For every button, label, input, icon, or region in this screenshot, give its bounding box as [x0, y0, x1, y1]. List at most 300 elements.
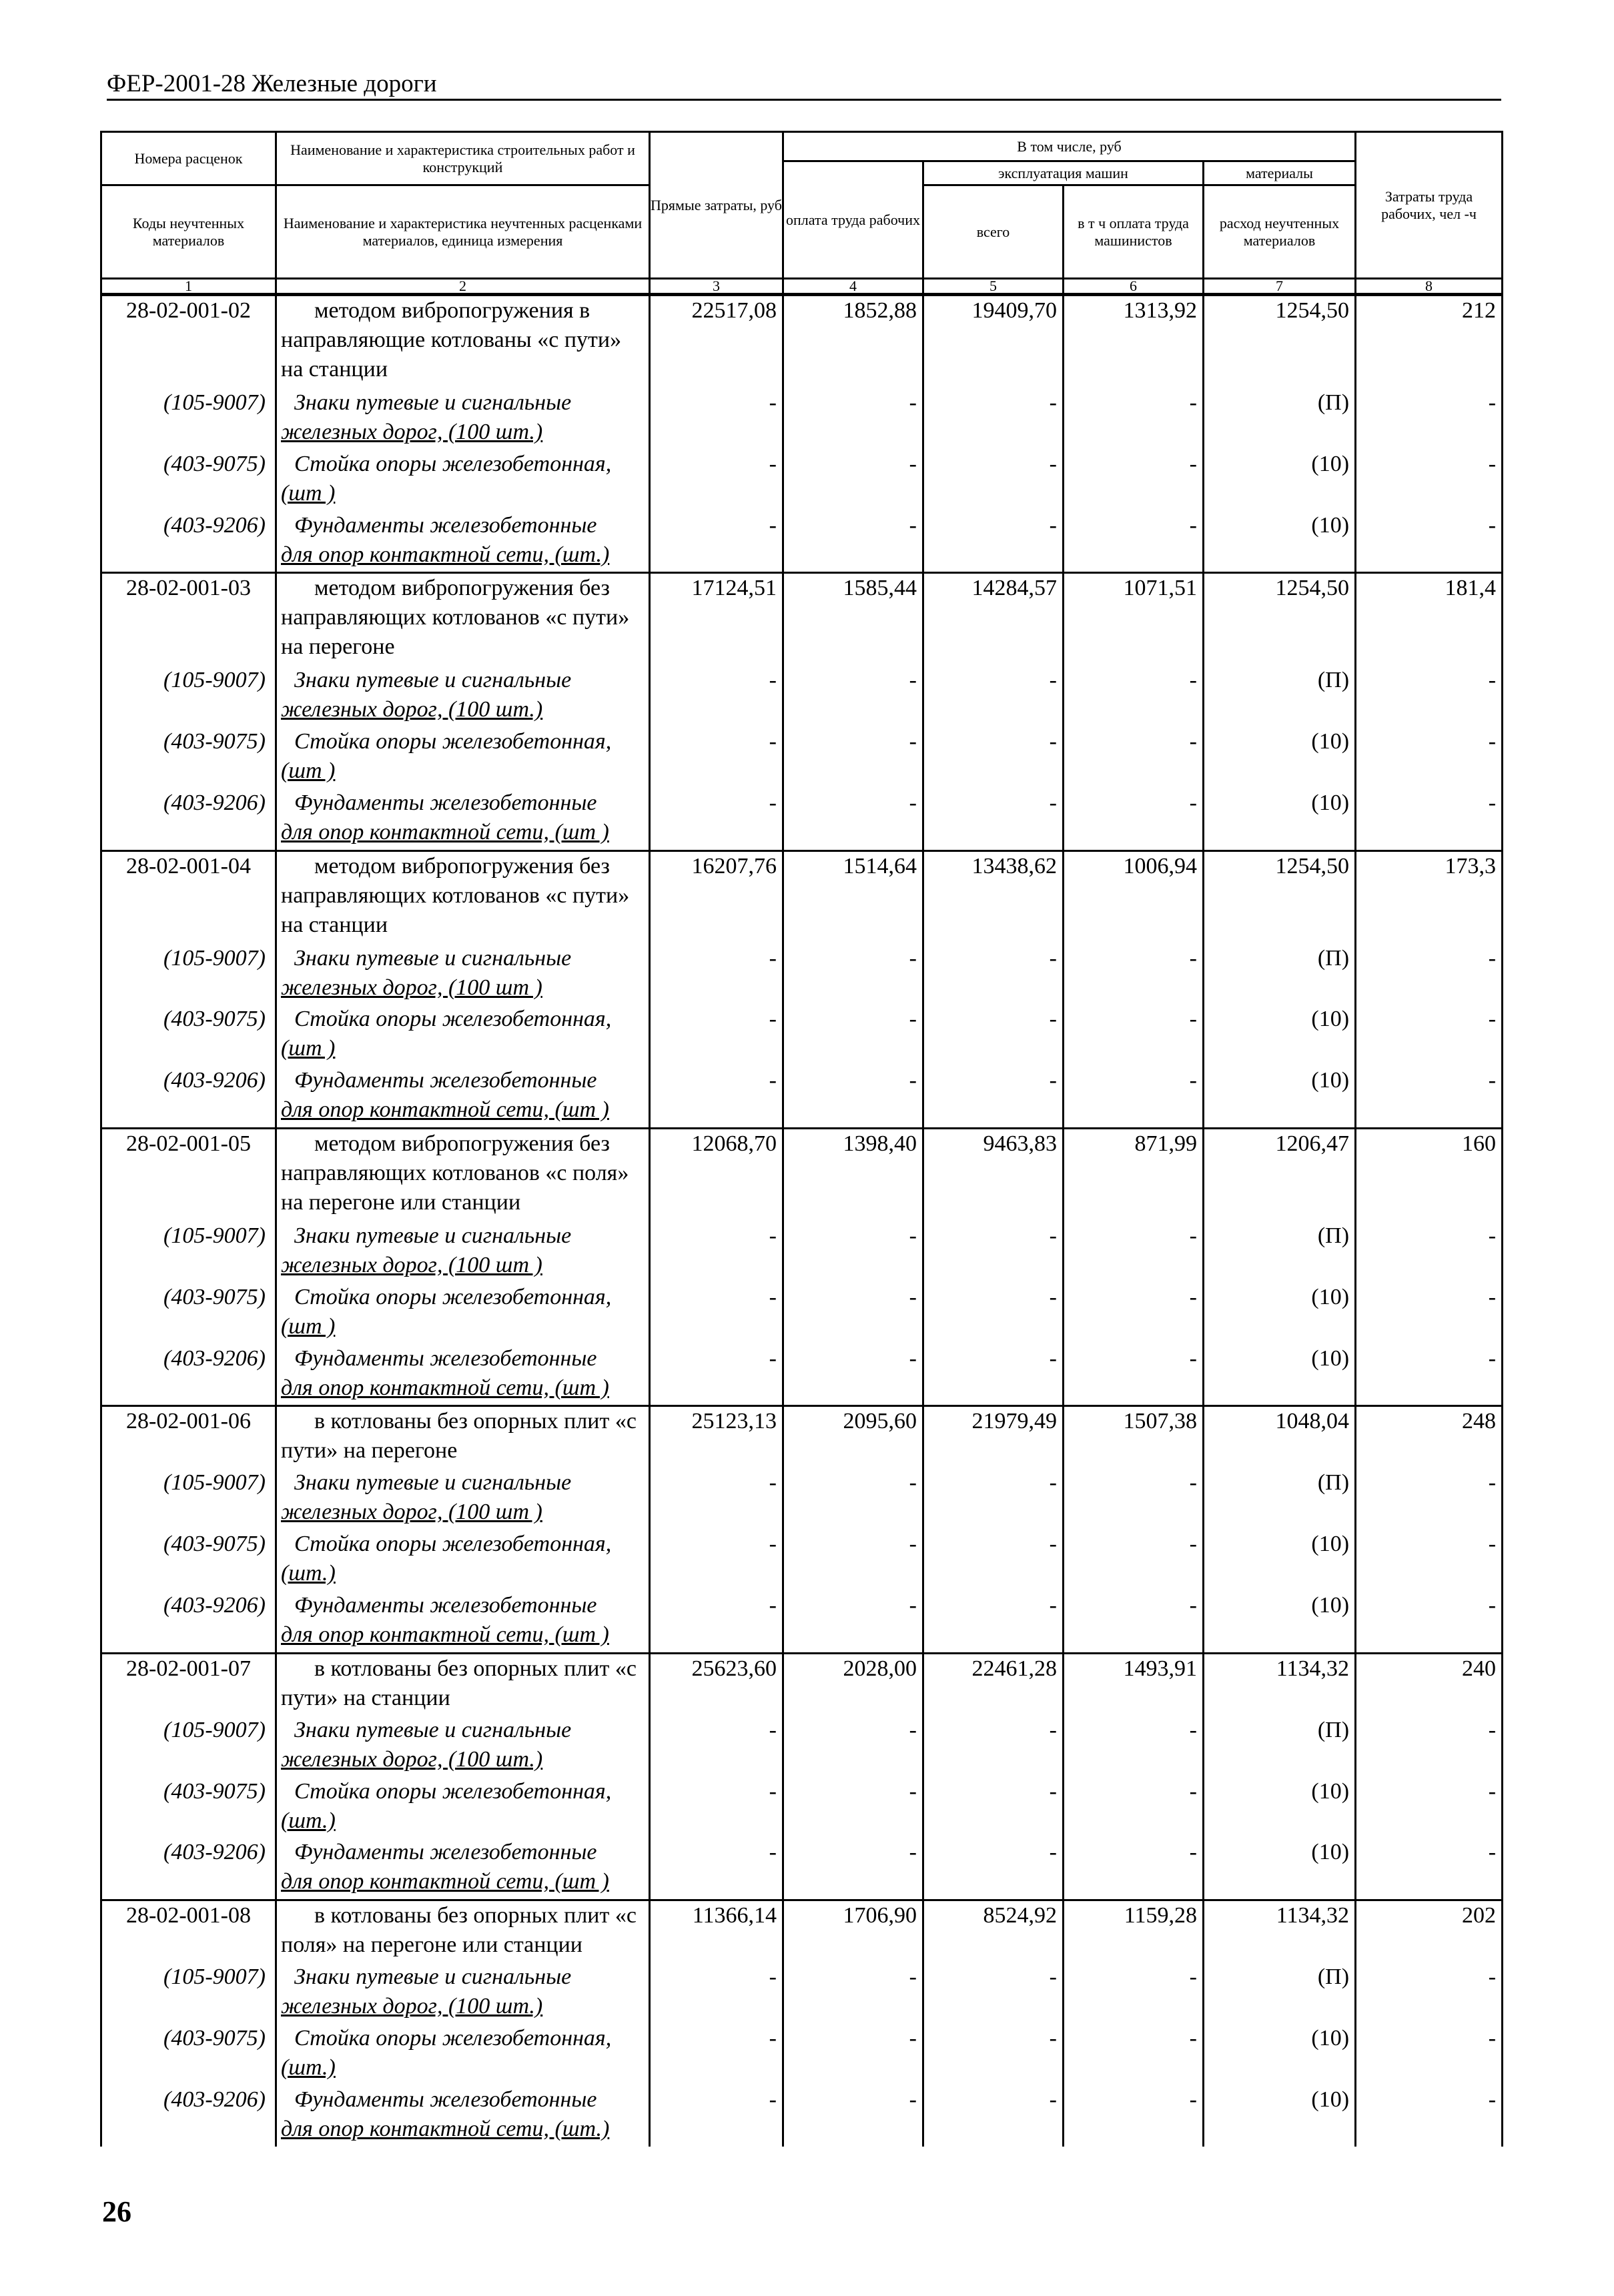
col-number: 8 — [1356, 279, 1503, 295]
rate-row — [101, 850, 1503, 943]
material-row — [101, 788, 1503, 850]
material-name: Стойка опоры железобетонная, — [294, 1284, 612, 1309]
material-value: - — [923, 1591, 1064, 1653]
material-unit — [281, 1867, 649, 1896]
material-value: - — [1356, 1530, 1503, 1591]
rate-name: методом вибропогружения без направляющих котлованов «с пути» на станции — [276, 850, 650, 943]
material-name-cell — [276, 1066, 650, 1128]
material-name-cell — [276, 1591, 650, 1653]
rate-value: 25623,60 — [650, 1653, 783, 1715]
material-unit — [281, 695, 649, 724]
rate-value: 19409,70 — [923, 295, 1064, 388]
col-number: 7 — [1204, 279, 1356, 295]
material-row — [101, 1777, 1503, 1838]
rate-value: 1006,94 — [1064, 850, 1204, 943]
material-value: - — [650, 1777, 783, 1838]
material-value: - — [923, 511, 1064, 573]
material-name-cell — [276, 1962, 650, 2024]
rate-value: 1254,50 — [1204, 850, 1356, 943]
rate-value: 173,3 — [1356, 850, 1503, 943]
rate-value: 1706,90 — [783, 1900, 923, 1962]
material-value: - — [923, 1344, 1064, 1406]
rate-code: 28-02-001-05 — [101, 1129, 276, 1221]
material-row — [101, 2024, 1503, 2085]
rate-value: 14284,57 — [923, 573, 1064, 666]
material-value: - — [1356, 2024, 1503, 2085]
material-code: (403-9075) — [101, 727, 276, 788]
material-value: - — [650, 450, 783, 511]
material-name: Знаки путевые и сигнальные — [294, 1964, 572, 1990]
material-value: - — [923, 1530, 1064, 1591]
material-unit — [281, 2115, 649, 2144]
rate-name: методом вибропогружения без направляющих котлованов «с пути» на перегоне — [276, 573, 650, 666]
material-name: Стойка опоры железобетонная, — [294, 729, 612, 754]
rate-value: 2028,00 — [783, 1653, 923, 1715]
header-work-name: Наименование и характеристика строительных работ и конструкций — [276, 132, 650, 185]
material-value: - — [1064, 1530, 1204, 1591]
rates-table — [100, 131, 1501, 2147]
material-value: (10) — [1204, 1777, 1356, 1838]
material-value: (П) — [1204, 1716, 1356, 1777]
material-name-cell — [276, 1005, 650, 1066]
material-value: - — [1356, 1591, 1503, 1653]
material-value: - — [923, 1221, 1064, 1283]
material-value: - — [650, 1838, 783, 1900]
material-value: - — [1064, 1005, 1204, 1066]
material-value: - — [650, 2085, 783, 2147]
material-value: - — [650, 1716, 783, 1777]
material-value: (П) — [1204, 1468, 1356, 1530]
material-name: Стойка опоры железобетонная, — [294, 1778, 612, 1804]
material-value: - — [1356, 1283, 1503, 1344]
rate-name: методом вибропогружения в направляющие котлованы «с пути» на станции — [276, 295, 650, 388]
material-unit — [281, 1034, 649, 1063]
material-value: - — [650, 1962, 783, 2024]
material-value: - — [1356, 1005, 1503, 1066]
material-name-cell — [276, 2085, 650, 2147]
material-value: - — [1064, 1283, 1204, 1344]
material-value: - — [1064, 1468, 1204, 1530]
material-value: - — [783, 511, 923, 573]
material-name-cell — [276, 1530, 650, 1591]
material-value: - — [650, 2024, 783, 2085]
material-value: (10) — [1204, 1591, 1356, 1653]
material-value: - — [1356, 1221, 1503, 1283]
material-value: - — [1064, 666, 1204, 727]
material-unit — [281, 1745, 649, 1774]
rate-value: 181,4 — [1356, 573, 1503, 666]
material-unit-text: железных дорог, (100 шт.) — [281, 419, 543, 444]
material-value: - — [1064, 788, 1204, 850]
material-code: (105-9007) — [101, 1221, 276, 1283]
col-number: 2 — [276, 279, 650, 295]
material-value: (10) — [1204, 1005, 1356, 1066]
material-value: (10) — [1204, 1530, 1356, 1591]
material-value: - — [650, 1344, 783, 1406]
rate-value: 160 — [1356, 1129, 1503, 1221]
material-value: (П) — [1204, 1962, 1356, 2024]
material-value: - — [1064, 1962, 1204, 2024]
material-value: - — [1356, 2085, 1503, 2147]
rate-row — [101, 573, 1503, 666]
rate-name: в котлованы без опорных плит «с пути» на станции — [276, 1653, 650, 1715]
material-value: - — [1064, 1066, 1204, 1128]
material-value: - — [1356, 511, 1503, 573]
material-value: - — [923, 450, 1064, 511]
material-name: Знаки путевые и сигнальные — [294, 1717, 572, 1742]
material-value: - — [783, 1283, 923, 1344]
material-value: - — [923, 2085, 1064, 2147]
table-header — [101, 132, 1503, 295]
table-body — [101, 295, 1503, 2147]
material-code: (105-9007) — [101, 1468, 276, 1530]
material-value: - — [650, 511, 783, 573]
material-value: - — [1356, 666, 1503, 727]
material-unit — [281, 479, 649, 508]
rate-value: 25123,13 — [650, 1406, 783, 1468]
rate-value: 1585,44 — [783, 573, 923, 666]
col-number: 3 — [650, 279, 783, 295]
material-unit — [281, 1806, 649, 1836]
rate-row — [101, 295, 1503, 388]
material-value: (П) — [1204, 666, 1356, 727]
material-name-cell — [276, 1221, 650, 1283]
material-code: (403-9206) — [101, 1838, 276, 1900]
material-value: - — [783, 1066, 923, 1128]
rate-value: 240 — [1356, 1653, 1503, 1715]
material-value: - — [783, 1221, 923, 1283]
material-value: - — [1064, 2085, 1204, 2147]
material-unit — [281, 973, 649, 1003]
rate-code: 28-02-001-07 — [101, 1653, 276, 1715]
rate-value: 1313,92 — [1064, 295, 1204, 388]
material-unit-text: (шт ) — [281, 480, 336, 506]
header-materials: материалы — [1204, 161, 1356, 185]
material-value: - — [1356, 1468, 1503, 1530]
material-code: (105-9007) — [101, 1962, 276, 2024]
rate-code: 28-02-001-04 — [101, 850, 276, 943]
material-value: - — [1356, 388, 1503, 450]
rate-value: 13438,62 — [923, 850, 1064, 943]
material-value: - — [923, 1777, 1064, 1838]
material-unit-text: (шт ) — [281, 1036, 336, 1061]
material-value: - — [923, 727, 1064, 788]
material-value: - — [783, 1777, 923, 1838]
material-unit-text: (шт.) — [281, 1808, 336, 1833]
material-name-cell — [276, 666, 650, 727]
material-value: - — [1064, 1591, 1204, 1653]
material-unit-text: железных дорог, (100 шт ) — [281, 1500, 542, 1525]
rate-value: 248 — [1356, 1406, 1503, 1468]
material-value: (10) — [1204, 511, 1356, 573]
material-name-cell — [276, 450, 650, 511]
material-unit — [281, 1373, 649, 1403]
material-value: (П) — [1204, 1221, 1356, 1283]
material-name-cell — [276, 388, 650, 450]
rate-row — [101, 1129, 1503, 1221]
material-value: - — [650, 1066, 783, 1128]
material-value: - — [923, 1838, 1064, 1900]
material-value: (10) — [1204, 1066, 1356, 1128]
header-direct-costs: Прямые затраты, руб — [650, 132, 783, 279]
material-unit — [281, 2053, 649, 2083]
material-value: - — [1356, 788, 1503, 850]
material-code: (403-9075) — [101, 1530, 276, 1591]
rate-value: 2095,60 — [783, 1406, 923, 1468]
material-value: - — [783, 1716, 923, 1777]
material-row — [101, 2085, 1503, 2147]
material-unit-text: (шт ) — [281, 1313, 336, 1339]
material-name-cell — [276, 2024, 650, 2085]
material-value: - — [1064, 511, 1204, 573]
material-value: - — [783, 666, 923, 727]
rate-value: 22461,28 — [923, 1653, 1064, 1715]
header-worker-pay: оплата труда рабочих — [783, 161, 923, 279]
material-value: - — [1356, 1777, 1503, 1838]
material-unit-text: для опор контактной сети, (шт ) — [281, 1869, 609, 1894]
col-number: 1 — [101, 279, 276, 295]
rate-value: 212 — [1356, 295, 1503, 388]
material-value: (10) — [1204, 727, 1356, 788]
material-value: - — [650, 1283, 783, 1344]
material-unit-text: для опор контактной сети, (шт.) — [281, 542, 610, 567]
material-name: Фундаменты железобетонные — [294, 1068, 597, 1093]
header-rate-numbers: Номера расценок — [101, 132, 276, 185]
rate-value: 1493,91 — [1064, 1653, 1204, 1715]
material-code: (403-9075) — [101, 1005, 276, 1066]
material-row — [101, 1066, 1503, 1128]
material-value: - — [1064, 1777, 1204, 1838]
material-unit — [281, 418, 649, 447]
material-row — [101, 1838, 1503, 1900]
rate-value: 1159,28 — [1064, 1900, 1204, 1962]
material-name-cell — [276, 1344, 650, 1406]
header-including: В том числе, руб — [783, 132, 1356, 161]
material-unit-text: (шт.) — [281, 1561, 336, 1586]
rate-row — [101, 1900, 1503, 1962]
header-machine-total: всего — [923, 185, 1064, 279]
material-value: - — [1356, 1962, 1503, 2024]
material-value: - — [1356, 1716, 1503, 1777]
material-unit-text: железных дорог, (100 шт.) — [281, 1746, 543, 1772]
material-value: (П) — [1204, 944, 1356, 1005]
material-code: (403-9206) — [101, 1066, 276, 1128]
material-row — [101, 1005, 1503, 1066]
material-value: - — [1064, 450, 1204, 511]
material-row — [101, 1530, 1503, 1591]
material-name: Знаки путевые и сигнальные — [294, 1223, 572, 1248]
material-name: Фундаменты железобетонные — [294, 1840, 597, 1865]
material-value: - — [1356, 1066, 1503, 1128]
material-value: - — [1064, 944, 1204, 1005]
material-unit — [281, 1095, 649, 1125]
rate-name: в котлованы без опорных плит «с поля» на перегоне или станции — [276, 1900, 650, 1962]
rate-code: 28-02-001-08 — [101, 1900, 276, 1962]
material-code: (403-9206) — [101, 788, 276, 850]
material-code: (403-9206) — [101, 511, 276, 573]
material-code: (403-9206) — [101, 1344, 276, 1406]
material-name: Фундаменты железобетонные — [294, 790, 597, 815]
rate-value: 8524,92 — [923, 1900, 1064, 1962]
material-value: - — [783, 1591, 923, 1653]
header-material-name: Наименование и характеристика неучтенных расценками материалов, единица измерения — [276, 185, 650, 279]
material-unit-text: для опор контактной сети, (шт ) — [281, 1097, 609, 1123]
rate-value: 1254,50 — [1204, 295, 1356, 388]
material-value: - — [1064, 1344, 1204, 1406]
material-row — [101, 1344, 1503, 1406]
material-name-cell — [276, 511, 650, 573]
material-name: Фундаменты железобетонные — [294, 1593, 597, 1618]
material-unit-text: для опор контактной сети, (шт ) — [281, 1622, 609, 1648]
material-value: - — [923, 1716, 1064, 1777]
material-code: (403-9206) — [101, 2085, 276, 2147]
rate-code: 28-02-001-02 — [101, 295, 276, 388]
rate-value: 1048,04 — [1204, 1406, 1356, 1468]
material-row — [101, 727, 1503, 788]
material-value: - — [650, 1468, 783, 1530]
material-unit-text: железных дорог, (100 шт ) — [281, 975, 542, 1000]
header-machine-operation: эксплуатация машин — [923, 161, 1204, 185]
rate-value: 1071,51 — [1064, 573, 1204, 666]
material-value: - — [783, 1005, 923, 1066]
material-value: - — [923, 388, 1064, 450]
material-unit — [281, 1992, 649, 2021]
material-value: (10) — [1204, 1283, 1356, 1344]
rate-value: 871,99 — [1064, 1129, 1204, 1221]
material-unit-text: (шт ) — [281, 758, 336, 784]
rate-code: 28-02-001-06 — [101, 1406, 276, 1468]
material-value: (10) — [1204, 1838, 1356, 1900]
col-number: 6 — [1064, 279, 1204, 295]
header-rule — [107, 99, 1501, 101]
material-value: - — [783, 1530, 923, 1591]
col-number: 5 — [923, 279, 1064, 295]
material-row — [101, 1468, 1503, 1530]
material-unit — [281, 540, 649, 570]
material-name: Стойка опоры железобетонная, — [294, 451, 612, 476]
material-unit-text: железных дорог, (100 шт.) — [281, 1994, 543, 2019]
material-value: - — [1064, 1221, 1204, 1283]
material-name-cell — [276, 788, 650, 850]
material-code: (403-9075) — [101, 1777, 276, 1838]
rate-value: 1254,50 — [1204, 573, 1356, 666]
material-value: - — [1356, 450, 1503, 511]
material-value: - — [783, 388, 923, 450]
material-unit-text: (шт.) — [281, 2055, 336, 2081]
rate-value: 1206,47 — [1204, 1129, 1356, 1221]
material-name: Знаки путевые и сигнальные — [294, 1470, 572, 1496]
material-unit-text: для опор контактной сети, (шт.) — [281, 2116, 610, 2141]
material-unit — [281, 1251, 649, 1280]
material-row — [101, 1716, 1503, 1777]
material-value: - — [783, 788, 923, 850]
material-value: - — [923, 944, 1064, 1005]
material-value: - — [1064, 2024, 1204, 2085]
rate-value: 1398,40 — [783, 1129, 923, 1221]
material-row — [101, 944, 1503, 1005]
material-name: Знаки путевые и сигнальные — [294, 945, 572, 971]
material-value: - — [1356, 727, 1503, 788]
material-unit — [281, 1498, 649, 1527]
material-row — [101, 450, 1503, 511]
material-name: Знаки путевые и сигнальные — [294, 668, 572, 693]
header-labor-hours: Затраты труда рабочих, чел -ч — [1356, 132, 1503, 279]
page-number: 26 — [102, 2195, 131, 2228]
material-value: - — [1064, 1716, 1204, 1777]
material-value: - — [783, 450, 923, 511]
material-value: - — [1064, 1838, 1204, 1900]
material-value: - — [1064, 727, 1204, 788]
rate-value: 1514,64 — [783, 850, 923, 943]
material-value: - — [650, 1221, 783, 1283]
material-value: - — [650, 1005, 783, 1066]
rate-value: 17124,51 — [650, 573, 783, 666]
material-name: Фундаменты железобетонные — [294, 512, 597, 538]
material-value: - — [783, 944, 923, 1005]
material-name-cell — [276, 1716, 650, 1777]
material-code: (105-9007) — [101, 388, 276, 450]
material-name: Стойка опоры железобетонная, — [294, 2026, 612, 2051]
material-code: (403-9075) — [101, 450, 276, 511]
material-unit — [281, 1312, 649, 1341]
material-name-cell — [276, 944, 650, 1005]
material-value: (П) — [1204, 388, 1356, 450]
material-row — [101, 388, 1503, 450]
header-material-consumption: расход неучтенных материалов — [1204, 185, 1356, 279]
material-value: - — [923, 1962, 1064, 2024]
material-unit — [281, 818, 649, 847]
rates-table-grid — [100, 131, 1503, 2147]
material-code: (105-9007) — [101, 944, 276, 1005]
material-name: Стойка опоры железобетонная, — [294, 1007, 612, 1032]
rate-value: 22517,08 — [650, 295, 783, 388]
header-material-codes: Коды неучтенных материалов — [101, 185, 276, 279]
material-unit — [281, 1559, 649, 1588]
material-name-cell — [276, 1283, 650, 1344]
material-name-cell — [276, 1777, 650, 1838]
material-name: Стойка опоры железобетонная, — [294, 1532, 612, 1557]
material-value: - — [783, 2024, 923, 2085]
rate-value: 1134,32 — [1204, 1653, 1356, 1715]
material-code: (403-9075) — [101, 1283, 276, 1344]
rate-row — [101, 1653, 1503, 1715]
material-value: (10) — [1204, 2085, 1356, 2147]
material-value: - — [783, 727, 923, 788]
rate-value: 21979,49 — [923, 1406, 1064, 1468]
material-value: (10) — [1204, 788, 1356, 850]
material-name: Знаки путевые и сигнальные — [294, 390, 572, 415]
material-value: - — [923, 1066, 1064, 1128]
material-value: - — [650, 1530, 783, 1591]
material-value: - — [1356, 1838, 1503, 1900]
material-unit — [281, 756, 649, 786]
material-value: - — [783, 1962, 923, 2024]
material-value: (10) — [1204, 1344, 1356, 1406]
material-value: - — [923, 1468, 1064, 1530]
page-header-title: ФЕР-2001-28 Железные дороги — [107, 70, 437, 97]
material-value: - — [783, 1838, 923, 1900]
material-value: - — [650, 944, 783, 1005]
rate-value: 202 — [1356, 1900, 1503, 1962]
material-row — [101, 1591, 1503, 1653]
rate-name: методом вибропогружения без направляющих котлованов «с поля» на перегоне или станции — [276, 1129, 650, 1221]
material-value: - — [923, 1283, 1064, 1344]
material-value: - — [650, 666, 783, 727]
rate-row — [101, 1406, 1503, 1468]
material-unit-text: железных дорог, (100 шт ) — [281, 1252, 542, 1277]
rate-value: 12068,70 — [650, 1129, 783, 1221]
material-value: - — [923, 1005, 1064, 1066]
